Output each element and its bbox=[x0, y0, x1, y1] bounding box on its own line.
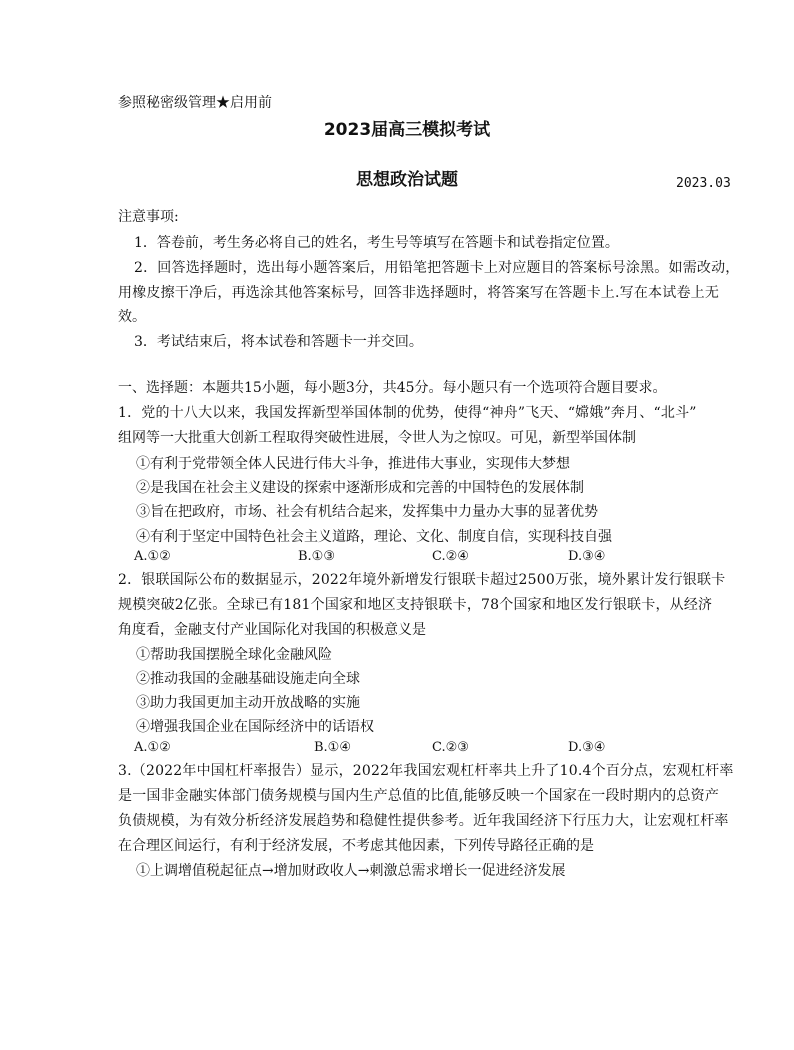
notice-heading: 注意事项: bbox=[118, 209, 179, 225]
choice-a: A.①② bbox=[134, 740, 171, 755]
statement: ①帮助我国摆脱全球化金融风险 bbox=[136, 647, 332, 663]
question-stem: 1．党的十八大以来，我国发挥新型举国体制的优势，使得“神舟”飞天、“嫦娥”奔月、“北斗” bbox=[118, 405, 697, 421]
statement: ④有利于坚定中国特色社会主义道路，理论、文化、制度自信，实现科技自强 bbox=[136, 529, 612, 545]
choice-b: B.①③ bbox=[298, 549, 335, 564]
choice-c: C.②③ bbox=[432, 740, 469, 755]
question-stem: 负债规模，为有效分析经济发展趋势和稳健性提供参考。近年我国经济下行压力大，让宏观杠杆率 bbox=[118, 813, 729, 829]
question-stem: 组网等一大批重大创新工程取得突破性进展，令世人为之惊叹。可见，新型举国体制 bbox=[118, 430, 636, 446]
notice-item: 2．回答选择题时，选出每小题答案后，用铅笔把答题卡上对应题目的答案标号涂黑。如需改动， bbox=[134, 260, 740, 276]
choice-c: C.②④ bbox=[432, 549, 469, 564]
question-stem: 规模突破2亿张。全球已有181个国家和地区支持银联卡，78个国家和地区发行银联卡，从经济 bbox=[118, 597, 713, 613]
question-stem: 2．银联国际公布的数据显示，2022年境外新增发行银联卡超过2500万张，境外累计发行银联卡 bbox=[118, 572, 726, 588]
section-heading: 一、选择题：本题共15小题，每小题3分，共45分。每小题只有一个选项符合题目要求。 bbox=[118, 380, 667, 396]
choice-b: B.①④ bbox=[314, 740, 351, 755]
statement: ③助力我国更加主动开放战略的实施 bbox=[136, 695, 360, 711]
exam-title: 2023届高三模拟考试 bbox=[323, 120, 491, 140]
statement: ①有利于党带领全体人民进行伟大斗争，推进伟大事业，实现伟大梦想 bbox=[136, 456, 570, 472]
question-stem: 3.（2022年中国杠杆率报告）显示，2022年我国宏观杠杆率共上升了10.4个百分点，宏观杠杆率 bbox=[118, 763, 734, 779]
statement: ③旨在把政府，市场、社会有机结合起来，发挥集中力量办大事的显著优势 bbox=[136, 504, 598, 520]
notice-item: 3．考试结束后，将本试卷和答题卡一并交回。 bbox=[134, 334, 423, 350]
notice-item: 用橡皮擦干净后，再选涂其他答案标号，回答非选择题时，将答案写在答题卡上.写在本试卷上无 bbox=[118, 285, 720, 301]
question-stem: 角度看，金融支付产业国际化对我国的积极意义是 bbox=[118, 622, 426, 638]
answer-choices bbox=[134, 546, 694, 568]
statement: ④增强我国企业在国际经济中的话语权 bbox=[136, 719, 374, 735]
question-stem: 是一国非金融实体部门债务规模与国内生产总值的比值,能够反映一个国家在一段时期内的总资产 bbox=[118, 788, 720, 804]
security-note: 参照秘密级管理★启用前 bbox=[118, 95, 272, 111]
notice-item: 效。 bbox=[118, 309, 146, 325]
choice-a: A.①② bbox=[134, 549, 171, 564]
subject-title: 思想政治试题 bbox=[356, 170, 458, 190]
statement: ②是我国在社会主义建设的探索中逐渐形成和完善的中国特色的发展体制 bbox=[136, 480, 584, 496]
answer-choices bbox=[134, 737, 694, 759]
question-stem: 在合理区间运行，有利于经济发展，不考虑其他因素，下列传导路径正确的是 bbox=[118, 838, 594, 854]
notice-item: 1．答卷前，考生务必将自己的姓名，考生号等填写在答题卡和试卷指定位置。 bbox=[134, 235, 619, 251]
choice-d: D.③④ bbox=[568, 740, 606, 755]
exam-date: 2023.03 bbox=[676, 176, 731, 191]
choice-d: D.③④ bbox=[568, 549, 606, 564]
statement: ①上调增值税起征点→增加财政收人→刺激总需求增长一促进经济发展 bbox=[136, 863, 566, 879]
statement: ②推动我国的金融基础设施走向全球 bbox=[136, 671, 360, 687]
